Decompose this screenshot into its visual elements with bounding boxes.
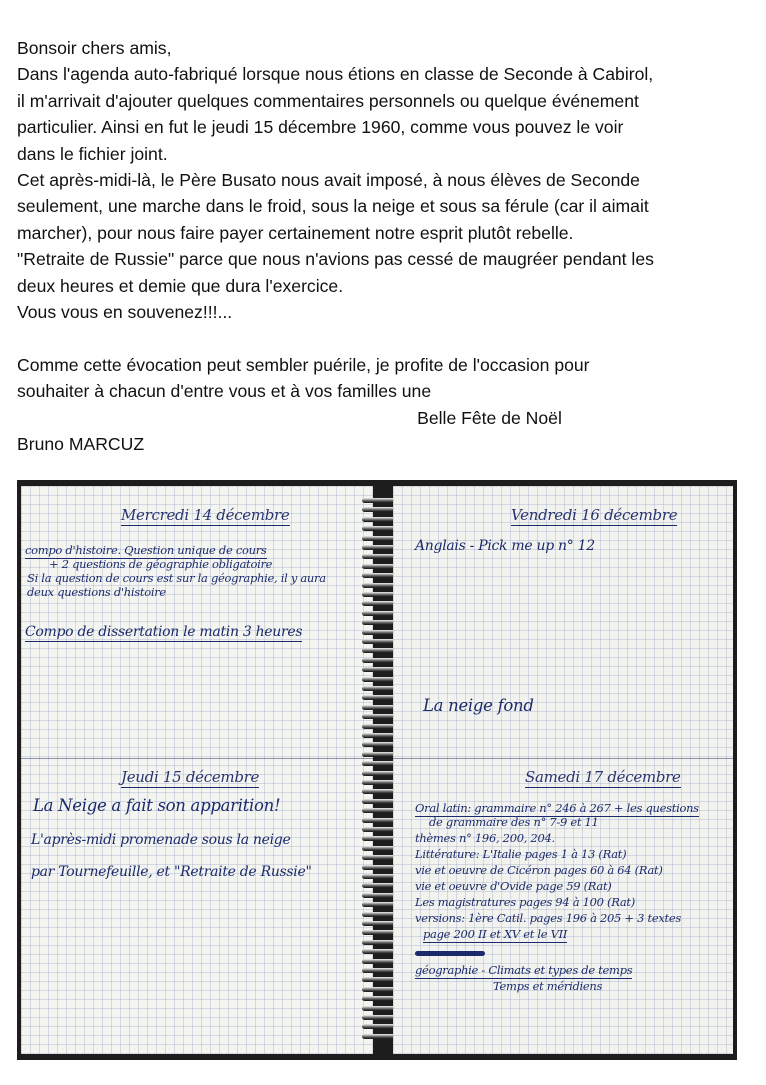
samedi-line: Temps et méridiens: [493, 979, 603, 993]
samedi-line: Les magistratures pages 94 à 100 (Rat): [415, 895, 635, 909]
mercredi-header: Mercredi 14 décembre: [121, 506, 290, 524]
letter-line: il m'arrivait d'ajouter quelques commentaires personnels ou quelque événement: [17, 90, 639, 111]
jeudi-line: La Neige a fait son apparition!: [33, 796, 281, 815]
samedi-line: page 200 II et XV et le VII: [423, 927, 568, 941]
notebook-right-page: [393, 486, 733, 1054]
letter-line: souhaiter à chacun d'entre vous et à vos familles une: [17, 381, 432, 402]
signature: Bruno MARCUZ: [17, 434, 145, 455]
letter-line: "Retraite de Russie" parce que nous n'avions pas cessé de maugréer pendant les: [17, 249, 654, 270]
samedi-line: géographie - Climats et types de temps: [415, 963, 633, 977]
mercredi-line: Si la question de cours est sur la géographie, il y aura: [27, 571, 326, 585]
letter-line: Bonsoir chers amis,: [17, 38, 172, 58]
letter-line: Vous vous en souvenez!!!...: [17, 302, 233, 323]
samedi-line: thèmes n° 196, 200, 204.: [415, 831, 555, 845]
vendredi-header: Vendredi 16 décembre: [511, 506, 678, 524]
vendredi-anglais: Anglais - Pick me up n° 12: [415, 538, 595, 554]
day-divider: [393, 758, 733, 759]
notebook-left-page: [21, 486, 373, 1054]
vendredi-neige: La neige fond: [423, 696, 534, 715]
samedi-line: vie et oeuvre de Cicéron pages 60 à 64 (Rat): [415, 863, 663, 877]
samedi-line: versions: 1ère Catil. pages 196 à 205 + 3 textes: [415, 911, 681, 925]
paragraph-gap: [17, 325, 752, 351]
ink-scribble: [415, 951, 485, 956]
letter-line: Cet après-midi-là, le Père Busato nous avait imposé, à nous élèves de Seconde: [17, 170, 640, 191]
jeudi-line: L'après-midi promenade sous la neige: [31, 832, 291, 848]
letter-line: Dans l'agenda auto-fabriqué lorsque nous étions en classe de Seconde à Cabirol,: [17, 64, 654, 85]
letter-line: Comme cette évocation peut sembler puérile, je profite de l'occasion pour: [17, 354, 590, 375]
letter-line: seulement, une marche dans le froid, sous la neige et sous sa férule (car il aimait: [17, 196, 649, 217]
samedi-header: Samedi 17 décembre: [525, 768, 681, 786]
jeudi-header: Jeudi 15 décembre: [121, 768, 260, 786]
letter-line: marcher), pour nous faire payer certainement notre esprit plutôt rebelle.: [17, 222, 574, 243]
letter-line: deux heures et demie que dura l'exercice.: [17, 275, 344, 296]
mercredi-line: compo d'histoire. Question unique de cours: [25, 543, 267, 557]
letter-line: dans le fichier joint.: [17, 143, 168, 164]
jeudi-line: par Tournefeuille, et "Retraite de Russie": [31, 864, 312, 880]
letter-line: particulier. Ainsi en fut le jeudi 15 décembre 1960, comme vous pouvez le voir: [17, 117, 624, 138]
samedi-line: de grammaire des n° 7-9 et 11: [429, 815, 599, 829]
samedi-line: vie et oeuvre d'Ovide page 59 (Rat): [415, 879, 612, 893]
day-divider: [21, 758, 373, 759]
mercredi-line: + 2 questions de géographie obligatoire: [49, 557, 273, 571]
letter-text: [17, 35, 752, 457]
mercredi-line: deux questions d'histoire: [27, 585, 166, 599]
samedi-line: Littérature: L'Italie pages 1 à 13 (Rat): [415, 847, 627, 861]
notebook-photo: [17, 480, 737, 1060]
mercredi-dissertation: Compo de dissertation le matin 3 heures: [25, 624, 303, 640]
samedi-line: Oral latin: grammaire n° 246 à 267 + les questions: [415, 801, 699, 815]
christmas-greeting: Belle Fête de Noël: [417, 407, 562, 428]
